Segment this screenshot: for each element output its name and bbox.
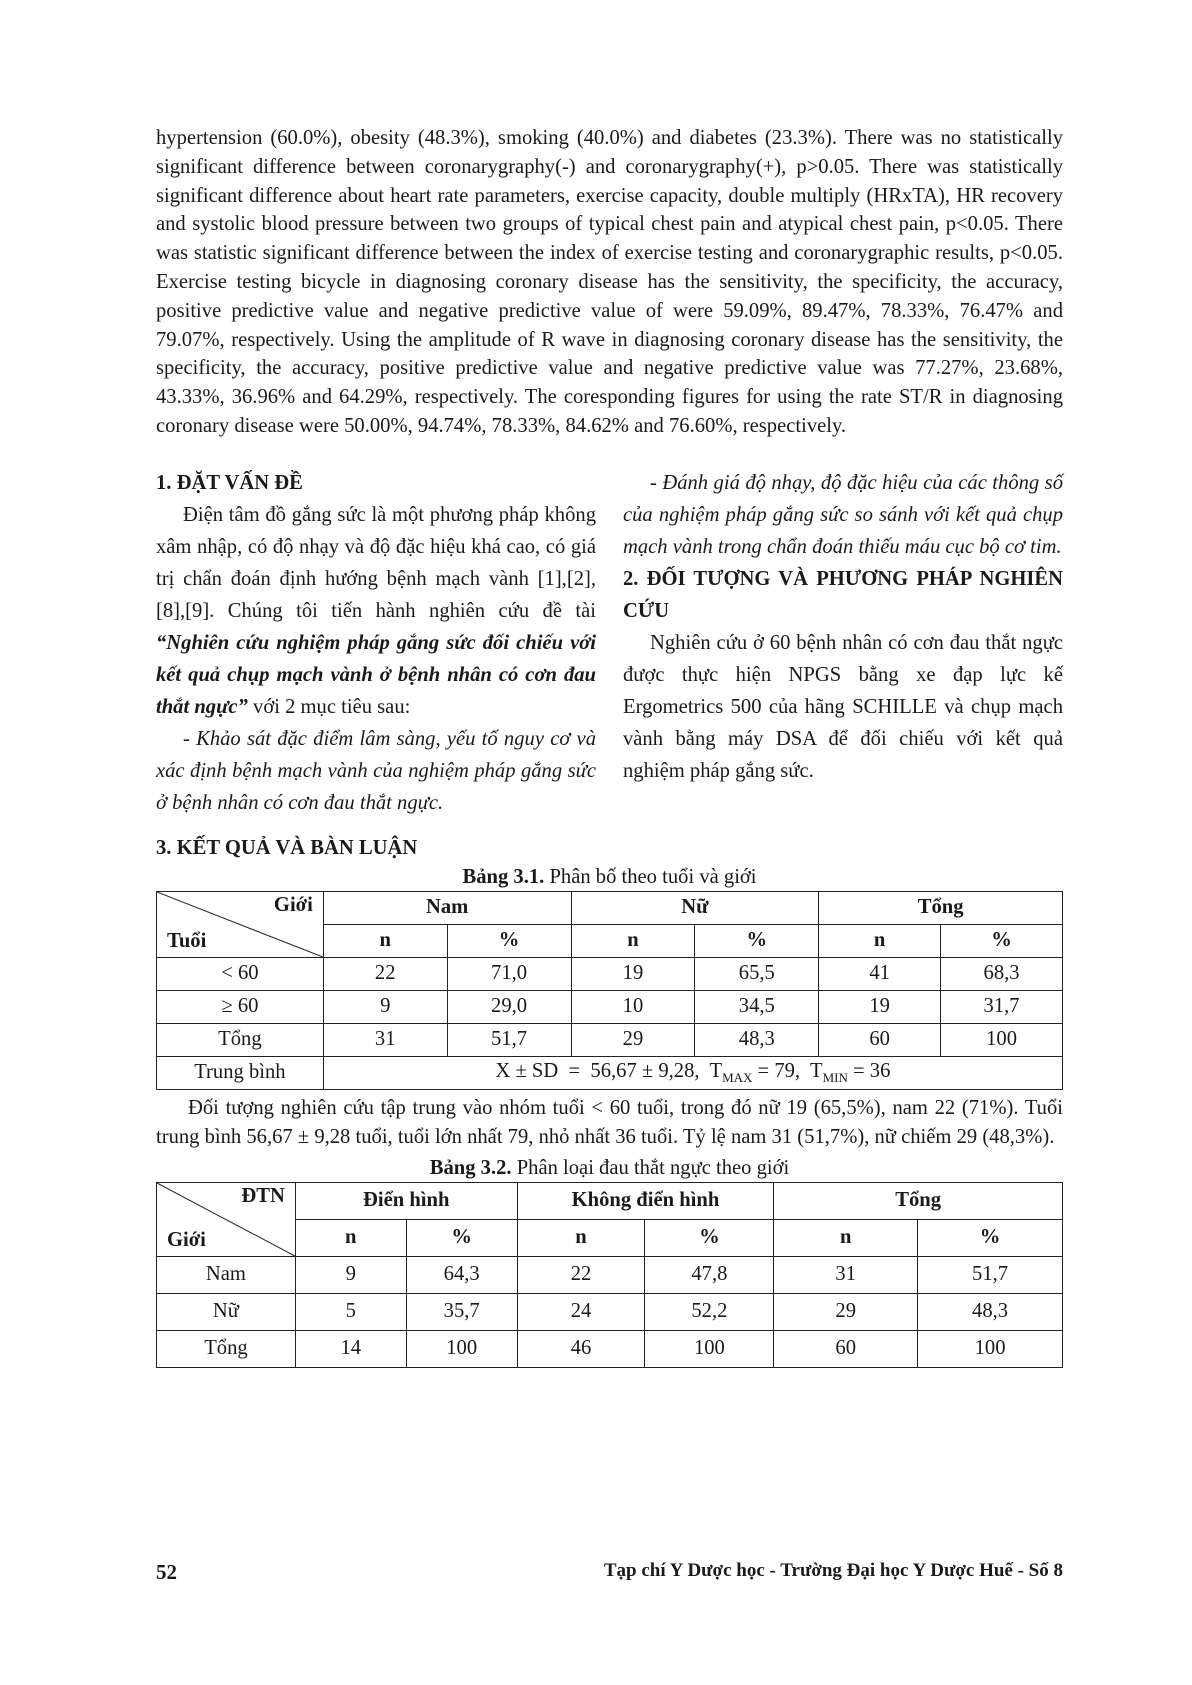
section2-heading: 2. ĐỐI TƯỢNG VÀ PHƯƠNG PHÁP NGHIÊN CỨU [623, 567, 1063, 622]
table1-sub-header: n [819, 924, 941, 957]
journal-name: Tạp chí Y Dược học - Trường Đại học Y Dược Huế - Số 8 [603, 1560, 1063, 1581]
table-cell: 100 [406, 1330, 517, 1367]
table-row [157, 990, 1063, 1023]
table-cell: 100 [645, 1330, 774, 1367]
table-cell: 48,3 [918, 1293, 1063, 1330]
table-cell: 19 [571, 957, 695, 990]
table2-sub-header: % [645, 1219, 774, 1256]
table-cell: 35,7 [406, 1293, 517, 1330]
table2-caption-text: Phân loại đau thắt ngực theo giới [511, 1156, 790, 1179]
section2-paragraph: Nghiên cứu ở 60 bệnh nhân có cơn đau thắt ngực được thực hiện NPGS bằng xe đạp lực kế Ergometrics 500 của hãng SCHILLE và chụp mạch vành bằng máy DSA để đối chiếu với kết quả nghiệm pháp gắng sức. [623, 631, 1063, 782]
table-cell: 14 [295, 1330, 406, 1367]
section1-para-end: với 2 mục tiêu sau: [247, 695, 411, 718]
table-cell: 52,2 [645, 1293, 774, 1330]
table2-caption-label: Bảng 3.2. [429, 1156, 512, 1179]
table1-sub-header: n [571, 924, 695, 957]
table-cell: 64,3 [406, 1256, 517, 1293]
table1-corner-top: Giới [273, 893, 313, 916]
left-column [156, 467, 596, 819]
two-column-body [156, 467, 1063, 819]
table1-caption-label: Bảng 3.1. [462, 865, 545, 888]
table-cell: 31 [774, 1256, 918, 1293]
table-cell: 51,7 [918, 1256, 1063, 1293]
paragraph-after-table1: Đối tượng nghiên cứu tập trung vào nhóm tuổi < 60 tuổi, trong đó nữ 19 (65,5%), nam 22 (71%). Tuổi trung bình 56,67 ± 9,28 tuổi, tuổi lớn nhất 79, nhỏ nhất 36 tuổi. Tỷ lệ nam 31 (51,7%), nữ chiếm 29 (48,3%). [156, 1096, 1063, 1148]
table1-sub-header: % [941, 924, 1063, 957]
table-cell: 29,0 [447, 990, 571, 1023]
table2-corner-top: ĐTN [241, 1184, 285, 1207]
table-cell: 22 [517, 1256, 645, 1293]
objective-2: - Đánh giá độ nhạy, độ đặc hiệu của các thông số của nghiệm pháp gắng sức so sánh với kết quả chụp mạch vành trong chẩn đoán thiếu máu cục bộ cơ tim. [623, 471, 1063, 558]
objective-1: - Khảo sát đặc điểm lâm sàng, yếu tố nguy cơ và xác định bệnh mạch vành của nghiệm pháp gắng sức ở bệnh nhân có cơn đau thắt ngực. [156, 727, 596, 814]
table-cell: 46 [517, 1330, 645, 1367]
table2-sub-header: % [918, 1219, 1063, 1256]
min-subscript: MIN [822, 1069, 848, 1085]
table-cell: Nữ [157, 1293, 296, 1330]
study-title: “Nghiên cứu nghiệm pháp gắng sức đối chiếu với kết quả chụp mạch vành ở bệnh nhân có cơn đau thắt ngực” [156, 631, 596, 718]
table1-group-header: Nam [323, 891, 571, 924]
table-cell: 100 [941, 1023, 1063, 1056]
table2-group-header: Tổng [774, 1182, 1063, 1219]
max-subscript: MAX [722, 1069, 753, 1085]
table-row [157, 1330, 1063, 1367]
page [156, 124, 1063, 1368]
section1-paragraph [156, 499, 596, 723]
abstract-text: hypertension (60.0%), obesity (48.3%), smoking (40.0%) and diabetes (23.3%). There was no statistically significant difference between coronarygraphy(-) and coronarygraphy(+), p>0.05. There was statistically significant difference about heart rate parameters, exercise capacity, double multiply (HRxTA), HR recovery and systolic blood pressure between two groups of typical chest pain and atypical chest pain, p<0.05. There was statistic significant difference between the index of exercise testing and coronarygraphic results, p<0.05. Exercise testing bicycle in diagnosing coronary disease has the sensitivity, the specificity, the accuracy, positive predictive value and negative predictive value of were 59.09%, 89.47%, 78.33%, 76.47% and 79.07%, respectively. Using the amplitude of R wave in diagnosing coronary disease has the sensitivity, the specificity, the accuracy, positive predictive value and negative predictive value was 77.27%, 23.68%, 43.33%, 36.96% and 64.29%, respectively. The coresponding figures for using the rate ST/R in diagnosing coronary disease were 50.00%, 94.74%, 78.33%, 84.62% and 76.60%, respectively. [156, 127, 1063, 437]
table-cell: 60 [774, 1330, 918, 1367]
mean-min: = 36 [847, 1059, 891, 1082]
section3-heading: 3. KẾT QUẢ VÀ BÀN LUẬN [156, 836, 418, 859]
page-number: 52 [156, 1560, 177, 1584]
table-cell: 60 [819, 1023, 941, 1056]
table2-sub-header: n [295, 1219, 406, 1256]
table-cell: 71,0 [447, 957, 571, 990]
table-cell: 31,7 [941, 990, 1063, 1023]
table-cell: 19 [819, 990, 941, 1023]
mean-formula: X ± SD = 56,67 ± 9,28, T [495, 1059, 723, 1082]
table-cell: 51,7 [447, 1023, 571, 1056]
table1-sub-header: % [447, 924, 571, 957]
table1-mean-label: Trung bình [157, 1056, 324, 1089]
table-cell: 47,8 [645, 1256, 774, 1293]
table-cell: Nam [157, 1256, 296, 1293]
table-cell: 29 [571, 1023, 695, 1056]
table1-caption-text: Phân bố theo tuổi và giới [544, 865, 757, 888]
table-cell: 68,3 [941, 957, 1063, 990]
table-cell: < 60 [157, 957, 324, 990]
table2-sub-header: % [406, 1219, 517, 1256]
table-row [157, 957, 1063, 990]
table-row-mean [157, 1056, 1063, 1089]
table1-corner-bottom: Tuổi [167, 929, 207, 952]
table1-mean-value [323, 1056, 1062, 1089]
table1-sub-header: n [323, 924, 447, 957]
table1-caption [156, 863, 1063, 891]
section1-para-start: Điện tâm đồ gắng sức là một phương pháp không xâm nhập, có độ nhạy và độ đặc hiệu khá cao, có giá trị chẩn đoán định hướng bệnh mạch vành [1],[2],[8],[9]. Chúng tôi tiến hành nghiên cứu đề tài [156, 503, 596, 622]
table-cell: 65,5 [695, 957, 819, 990]
table-cell: 100 [918, 1330, 1063, 1367]
table-age-gender [156, 891, 1063, 1090]
table-cell: 29 [774, 1293, 918, 1330]
table-cell: 31 [323, 1023, 447, 1056]
right-column [623, 467, 1063, 819]
section1-heading: 1. ĐẶT VẤN ĐỀ [156, 471, 303, 494]
table-cell: Tổng [157, 1023, 324, 1056]
table2-sub-header: n [774, 1219, 918, 1256]
table-row [157, 1293, 1063, 1330]
table-cell: 24 [517, 1293, 645, 1330]
table-cell: 5 [295, 1293, 406, 1330]
table-cell: ≥ 60 [157, 990, 324, 1023]
table-row [157, 1023, 1063, 1056]
table-cell: 9 [323, 990, 447, 1023]
table2-corner-cell [157, 1182, 296, 1256]
page-footer [156, 1560, 1063, 1585]
table1-sub-header: % [695, 924, 819, 957]
table-cell: 41 [819, 957, 941, 990]
table-cell: Tổng [157, 1330, 296, 1367]
table-row [157, 1256, 1063, 1293]
table2-group-header: Không điển hình [517, 1182, 774, 1219]
table-cell: 22 [323, 957, 447, 990]
table-cell: 10 [571, 990, 695, 1023]
table-angina-gender [156, 1182, 1063, 1368]
table2-group-header: Điển hình [295, 1182, 517, 1219]
table2-caption [156, 1154, 1063, 1182]
table1-group-header: Nữ [571, 891, 819, 924]
table-cell: 9 [295, 1256, 406, 1293]
table-cell: 48,3 [695, 1023, 819, 1056]
table-cell: 34,5 [695, 990, 819, 1023]
table2-sub-header: n [517, 1219, 645, 1256]
mean-max: = 79, T [752, 1059, 823, 1082]
table1-corner-cell [157, 891, 324, 957]
table2-corner-bottom: Giới [167, 1228, 206, 1251]
table1-group-header: Tổng [819, 891, 1063, 924]
